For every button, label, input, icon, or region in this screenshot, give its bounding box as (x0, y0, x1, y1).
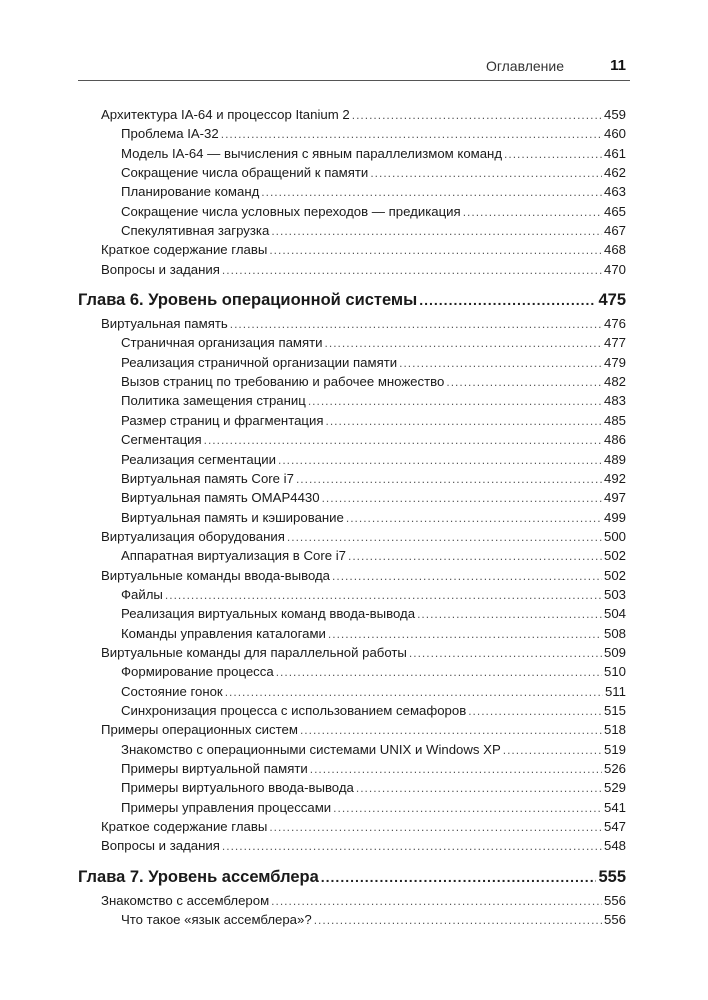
toc-entry-page: 509 (603, 644, 626, 660)
toc-entry (78, 701, 626, 720)
toc-entry-title: Сокращение числа обращений к памяти (121, 165, 369, 181)
dot-leader (504, 145, 602, 164)
toc-entry-title: Сокращение числа условных переходов — предикация (121, 203, 461, 219)
toc-entry-page: 502 (603, 567, 626, 583)
dot-leader (271, 222, 602, 241)
toc-entry-page: 555 (598, 867, 626, 886)
toc-entry-title: Синхронизация процесса с использованием семафоров (121, 702, 467, 718)
dot-leader (417, 605, 602, 624)
toc-entry-title: Спекулятивная загрузка (121, 223, 270, 239)
dot-leader (503, 741, 602, 760)
toc-entry-title: Сегментация (121, 432, 202, 448)
dot-leader (346, 509, 602, 528)
toc-entry-page: 556 (603, 892, 626, 908)
toc-entry (78, 488, 626, 507)
toc-entry-page: 459 (603, 107, 626, 122)
toc-entry-page: 519 (603, 741, 626, 757)
toc-entry-page: 497 (603, 490, 626, 506)
toc-entry-title: Вызов страниц по требованию и рабочее множество (121, 374, 445, 390)
dot-leader (370, 164, 602, 183)
dot-leader (278, 451, 602, 470)
toc-entry (78, 798, 626, 817)
dot-leader (204, 431, 602, 450)
toc-entry-page: 547 (603, 819, 626, 835)
dot-leader (287, 528, 602, 547)
toc-entry (78, 624, 626, 643)
toc-entry-title: Виртуальная память Core i7 (121, 470, 294, 486)
dot-leader (322, 489, 602, 508)
dot-leader (328, 625, 602, 644)
toc-entry-page: 515 (603, 702, 626, 718)
running-header (78, 58, 630, 81)
toc-entry-title: Команды управления каталогами (121, 625, 326, 641)
toc-entry (78, 450, 626, 469)
toc-entry (78, 604, 626, 623)
toc-entry (78, 662, 626, 681)
dot-leader (325, 334, 602, 353)
toc-entry-title: Вопросы и задания (101, 838, 220, 854)
dot-leader (269, 818, 602, 837)
header-page-number: 11 (610, 57, 626, 74)
dot-leader (261, 183, 602, 202)
toc-entry-title: Знакомство с ассемблером (101, 892, 270, 908)
toc-entry (78, 144, 626, 163)
toc-entry (78, 411, 626, 430)
dot-leader (348, 547, 602, 566)
toc-entry-title: Что такое «язык ассемблера»? (121, 912, 312, 928)
toc-entry-page: 461 (603, 145, 626, 161)
toc-chapter (78, 865, 626, 890)
toc-entry-page: 511 (604, 683, 626, 699)
dot-leader (310, 760, 602, 779)
toc-entry-page: 499 (603, 509, 626, 525)
toc-entry-page: 529 (603, 780, 626, 796)
toc-entry (78, 182, 626, 201)
dot-leader (221, 125, 602, 144)
toc-entry (78, 372, 626, 391)
toc-entry-title: Реализация виртуальных команд ввода-вывода (121, 606, 416, 622)
dot-leader (356, 779, 602, 798)
toc-entry-title: Виртуальная память OMAP4430 (121, 490, 320, 506)
toc-entry-page: 508 (603, 625, 626, 641)
toc-entry-page: 462 (603, 165, 626, 181)
toc-entry (78, 314, 626, 333)
toc-entry (78, 546, 626, 565)
dot-leader (332, 567, 602, 586)
toc-entry-page: 475 (598, 291, 626, 310)
toc-entry-title: Страничная организация памяти (121, 335, 323, 351)
dot-leader (230, 315, 602, 334)
toc-entry-page: 463 (603, 184, 626, 200)
toc-entry-title: Модель IA-64 — вычисления с явным параллелизмом команд (121, 145, 503, 161)
toc-entry (78, 469, 626, 488)
toc-entry (78, 891, 626, 910)
toc-entry-title: Виртуальные команды для параллельной работы (101, 644, 407, 660)
toc-entry-page: 541 (603, 799, 626, 815)
toc-entry-page: 479 (603, 354, 626, 370)
toc-entry-title: Примеры операционных систем (101, 722, 298, 738)
toc-entry-title: Планирование команд (121, 184, 260, 200)
toc-entry-page: 486 (603, 432, 626, 448)
toc-entry-title: Аппаратная виртуализация в Core i7 (121, 548, 346, 564)
toc-entry-page: 460 (603, 126, 626, 142)
toc-entry-page: 510 (603, 664, 626, 680)
dot-leader (222, 261, 602, 280)
toc-entry-page: 465 (603, 203, 626, 219)
toc-entry-title: Виртуализация оборудования (101, 528, 285, 544)
toc-entry-page: 489 (603, 451, 626, 467)
toc-entry (78, 527, 626, 546)
toc-entry (78, 202, 626, 221)
dot-leader (463, 203, 602, 222)
toc-entry-page: 500 (603, 528, 626, 544)
toc-entry-title: Вопросы и задания (101, 261, 220, 277)
toc-entry-page: 477 (603, 335, 626, 351)
toc-entry (78, 643, 626, 662)
toc-entry (78, 508, 626, 527)
dot-leader (225, 683, 603, 702)
dot-leader (446, 373, 602, 392)
toc-entry (78, 817, 626, 836)
dot-leader (222, 837, 602, 856)
toc-entry-title: Файлы (121, 586, 163, 602)
toc-entry (78, 124, 626, 143)
toc-entry-title: Виртуальная память и кэширование (121, 509, 344, 525)
toc-entry (78, 585, 626, 604)
toc-entry-page: 548 (603, 838, 626, 854)
toc-entry (78, 333, 626, 352)
toc-entry (78, 353, 626, 372)
toc-entry-title: Глава 6. Уровень операционной системы (78, 291, 418, 310)
dot-leader (419, 288, 596, 313)
toc-entry-title: Глава 7. Уровень ассемблера (78, 867, 319, 886)
toc-entry-title: Реализация страничной организации памяти (121, 354, 398, 370)
toc-entry-title: Виртуальная память (101, 316, 228, 332)
dot-leader (271, 892, 602, 911)
toc-entry-title: Состояние гонок (121, 683, 223, 699)
toc-entry-title: Виртуальные команды ввода-вывода (101, 567, 331, 583)
toc-entry (78, 682, 626, 701)
toc-entry-title: Краткое содержание главы (101, 819, 268, 835)
toc-entry-page: 483 (603, 393, 626, 409)
toc-entry-page: 492 (603, 470, 626, 486)
dot-leader (300, 721, 602, 740)
dot-leader (333, 799, 602, 818)
toc-entry-title: Размер страниц и фрагментация (121, 412, 324, 428)
toc-entry-title: Реализация сегментации (121, 451, 276, 467)
table-of-contents (78, 105, 626, 929)
toc-entry-page: 470 (603, 261, 626, 277)
toc-entry-title: Примеры виртуального ввода-вывода (121, 780, 354, 796)
dot-leader (399, 354, 602, 373)
toc-entry-page: 518 (603, 722, 626, 738)
toc-entry (78, 240, 626, 259)
toc-entry (78, 740, 626, 759)
dot-leader (409, 644, 602, 663)
toc-entry-title: Примеры управления процессами (121, 799, 332, 815)
toc-entry (78, 836, 626, 855)
dot-leader (165, 586, 602, 605)
toc-entry-title: Политика замещения страниц (121, 393, 306, 409)
toc-entry (78, 391, 626, 410)
toc-entry-page: 467 (603, 223, 626, 239)
toc-entry (78, 163, 626, 182)
toc-entry (78, 221, 626, 240)
toc-entry (78, 759, 626, 778)
toc-entry-page: 503 (603, 586, 626, 602)
dot-leader (326, 412, 602, 431)
toc-entry (78, 720, 626, 739)
toc-entry-page: 468 (603, 242, 626, 258)
toc-entry-title: Формирование процесса (121, 664, 274, 680)
dot-leader (321, 865, 597, 890)
toc-entry-page: 485 (603, 412, 626, 428)
dot-leader (352, 106, 602, 125)
toc-entry-page: 476 (603, 316, 626, 332)
dot-leader (314, 911, 602, 930)
dot-leader (468, 702, 602, 721)
toc-entry-page: 526 (603, 761, 626, 776)
toc-entry-title: Архитектура IA-64 и процессор Itanium 2 (101, 107, 350, 122)
toc-entry (78, 105, 626, 124)
toc-entry-title: Краткое содержание главы (101, 242, 268, 258)
toc-entry (78, 566, 626, 585)
toc-entry-page: 502 (603, 548, 626, 564)
toc-entry-page: 504 (603, 606, 626, 622)
toc-entry-title: Знакомство с операционными системами UNIX и Windows XP (121, 741, 501, 757)
dot-leader (308, 392, 602, 411)
toc-entry (78, 260, 626, 279)
dot-leader (296, 470, 602, 489)
dot-leader (269, 241, 602, 260)
toc-entry (78, 910, 626, 929)
toc-chapter (78, 288, 626, 313)
header-section-title: Оглавление (485, 58, 564, 74)
toc-entry-title: Примеры виртуальной памяти (121, 761, 308, 776)
toc-entry (78, 778, 626, 797)
toc-entry (78, 430, 626, 449)
toc-entry-page: 482 (603, 374, 626, 390)
toc-entry-title: Проблема IA-32 (121, 126, 219, 142)
toc-entry-page: 556 (603, 912, 626, 928)
dot-leader (276, 663, 602, 682)
